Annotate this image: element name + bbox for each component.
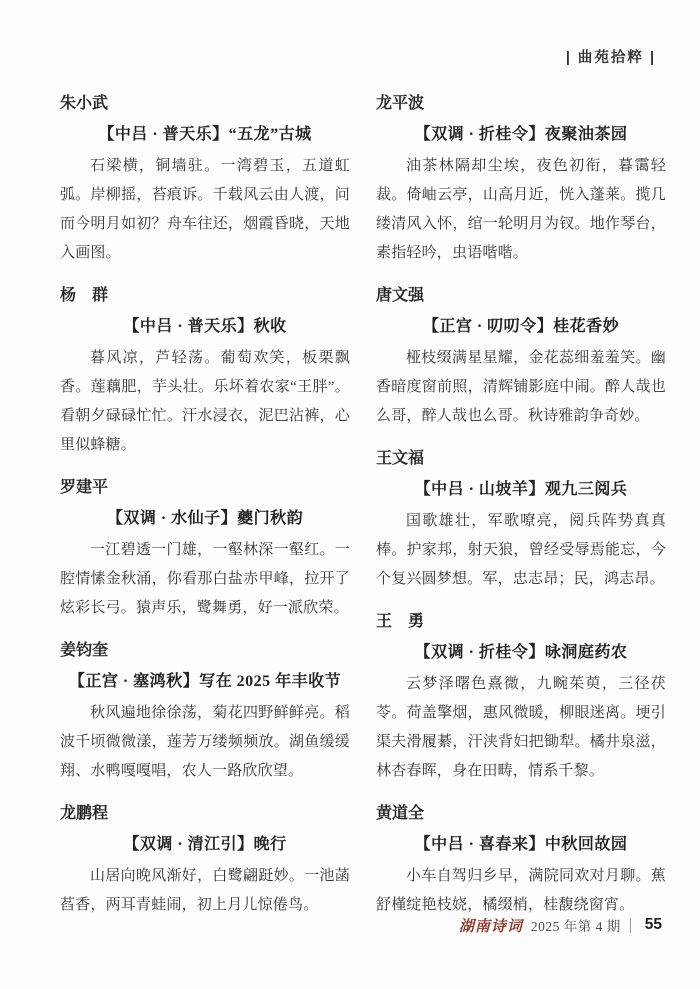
poem-section bbox=[60, 94, 350, 268]
poem-body: 国歌雄壮，军歌嘹亮，阅兵阵势真真棒。护家邦，射天狼，曾经受辱焉能忘，今个复兴圆梦想。军，忠志昂；民，鸿志昂。 bbox=[376, 513, 666, 587]
poem-section bbox=[60, 286, 350, 460]
left-column bbox=[60, 94, 350, 938]
poem-title: 【正宫 · 塞鸿秋】写在 2025 年丰收节 bbox=[68, 673, 342, 690]
poem-title: 【双调 · 水仙子】夔门秋韵 bbox=[106, 510, 304, 527]
poem-section bbox=[60, 478, 350, 623]
poem-author: 罗建平 bbox=[60, 479, 109, 496]
poem-title: 【双调 · 折桂令】夜聚油茶园 bbox=[414, 126, 628, 143]
poem-section bbox=[60, 641, 350, 786]
poem-title: 【中吕 · 普天乐】秋收 bbox=[123, 318, 287, 335]
poem-section bbox=[60, 804, 350, 920]
poem-section bbox=[376, 804, 666, 920]
poem-author: 杨 群 bbox=[60, 287, 109, 304]
poem-body: 暮风凉，芦轻荡。葡萄欢笑，板栗飘香。莲藕肥，芋头壮。乐坏着农家“王胖”。看朝夕碌碌忙忙。汗水浸衣，泥巴沾裤，心里似蜂糖。 bbox=[60, 350, 350, 453]
poem-author: 王 勇 bbox=[376, 613, 425, 630]
issue-label: 2025 年第 4 期 bbox=[530, 919, 621, 934]
poem-title: 【双调 · 折桂令】咏洞庭药农 bbox=[414, 644, 628, 661]
poem-title: 【中吕 · 山坡羊】观九三阅兵 bbox=[414, 481, 628, 498]
poem-section bbox=[376, 94, 666, 268]
poem-body: 小车自驾归乡早，满院同欢对月聊。蕉舒槿绽艳枝娆，橘缀梢，桂馥绕窗宵。 bbox=[376, 868, 666, 913]
poem-author: 王文福 bbox=[376, 450, 425, 467]
page-number: 55 bbox=[644, 916, 662, 933]
poem-section bbox=[376, 612, 666, 786]
poem-body: 云梦泽曙色熹微，九畹茱萸，三径茯苓。荷盖擎烟，惠风微暖，柳眼迷离。埂引渠夫滑履綦，汗浃背妇把锄犁。橘井泉滋，林杏春晖，身在田畴，情系千黎。 bbox=[376, 676, 666, 779]
poem-body: 一江碧透一门雄，一壑林深一壑红。一腔情愫金秋涌，你看那白盐赤甲峰，拉开了炫彩长弓。猿声乐，鹭舞勇，好一派欣荣。 bbox=[60, 542, 350, 616]
poem-author: 唐文强 bbox=[376, 287, 425, 304]
poem-body: 山居向晚风渐好，白鹭翩跹妙。一池菡萏香，两耳青蛙闹，初上月儿惊倦鸟。 bbox=[60, 868, 350, 913]
footer-divider bbox=[630, 918, 631, 933]
poem-body: 秋风遍地徐徐荡，菊花四野鲜鲜亮。稻波千顷微微漾，莲芳万缕频频放。湖鱼缓缓翔、水鸭嘎嘎唱，农人一路欣欣望。 bbox=[60, 705, 350, 779]
poem-author: 黄道全 bbox=[376, 805, 425, 822]
poem-author: 龙鹏程 bbox=[60, 805, 109, 822]
page-footer bbox=[459, 914, 662, 936]
poem-body: 油茶林隔却尘埃，夜色初衔，暮霭轻裁。倚岫云亭，山高月近，恍入蓬莱。揽几缕清风入怀，绾一轮明月为钗。地作琴台，素指轻吟，虫语喈喈。 bbox=[376, 158, 666, 261]
right-column bbox=[376, 94, 666, 938]
column-header: | 曲苑拾粹 | bbox=[565, 50, 656, 66]
poem-body: 桠枝缀满星星耀，金花蕊细羞羞笑。幽香暗度窗前照，清辉铺影庭中闹。醉人哉也么哥，醉人哉也么哥。秋诗雅韵争奇妙。 bbox=[376, 350, 666, 424]
poem-section bbox=[376, 449, 666, 594]
poem-section bbox=[376, 286, 666, 431]
magazine-title: 湖南诗词 bbox=[458, 918, 523, 935]
poem-title: 【中吕 · 普天乐】“五龙”古城 bbox=[98, 126, 312, 143]
poem-author: 龙平波 bbox=[376, 95, 425, 112]
content-columns bbox=[60, 94, 666, 938]
poem-author: 朱小武 bbox=[60, 95, 109, 112]
poem-title: 【中吕 · 喜春来】中秋回故园 bbox=[414, 836, 628, 853]
poem-title: 【双调 · 清江引】晚行 bbox=[123, 836, 287, 853]
poem-author: 姜钧奎 bbox=[60, 642, 109, 659]
poem-title: 【正宫 · 叨叨令】桂花香妙 bbox=[422, 318, 620, 335]
poem-body: 石梁横，铜墙驻。一湾碧玉，五道虹弧。岸柳摇，苔痕诉。千载风云由人渡，问而今明月如初？舟车往还，烟霞昏晓，天地入画图。 bbox=[60, 158, 350, 261]
